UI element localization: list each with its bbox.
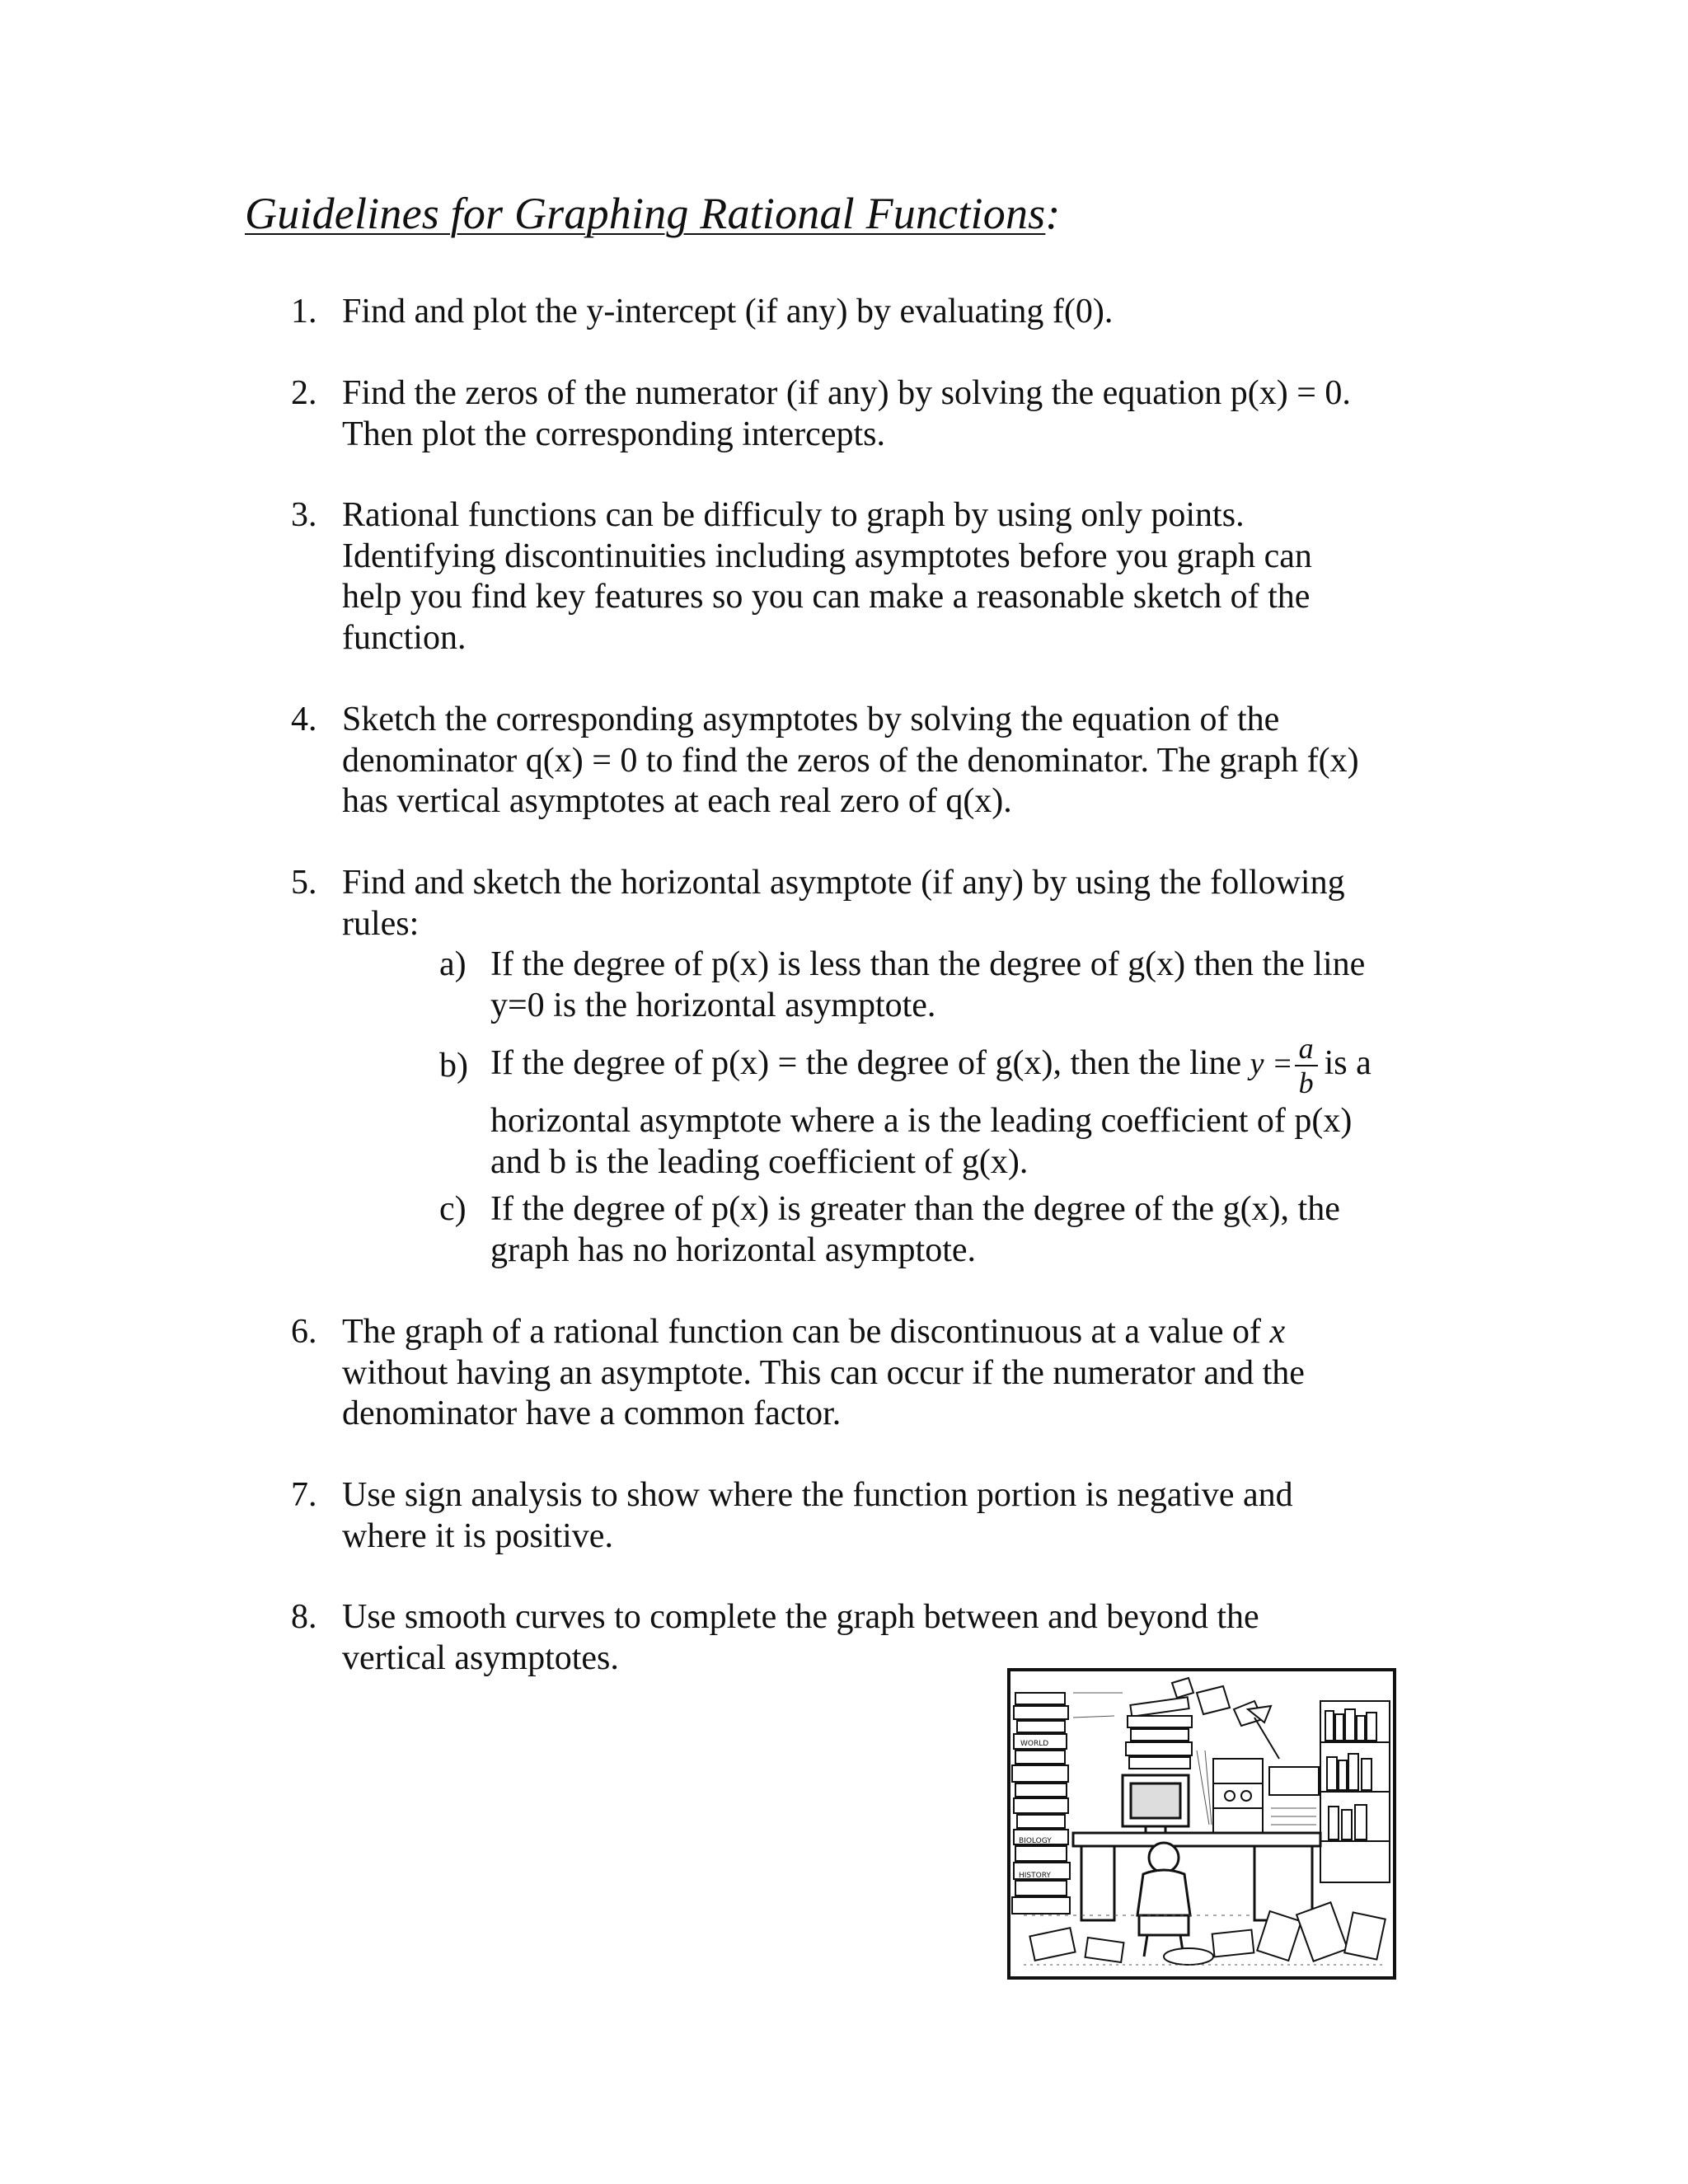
rule-text: and b is the leading coefficient of g(x). bbox=[490, 1142, 1029, 1181]
item-text: help you find key features so you can make a reasonable sketch of the bbox=[342, 578, 1311, 616]
item-text: Find the zeros of the numerator (if any) by solving the equation p(x) = 0. bbox=[342, 374, 1351, 412]
item-number: 7. bbox=[291, 1476, 317, 1514]
rule-text: graph has no horizontal asymptote. bbox=[490, 1230, 977, 1269]
item-text: Use sign analysis to show where the function portion is negative and bbox=[342, 1476, 1293, 1514]
rule-text: y=0 is the horizontal asymptote. bbox=[490, 986, 936, 1024]
item-text: without having an asymptote. This can occur if the numerator and the bbox=[342, 1353, 1305, 1392]
item-number: 4. bbox=[291, 701, 317, 738]
rule-text: horizontal asymptote where a is the leading coefficient of p(x) bbox=[490, 1102, 1353, 1140]
item-text: Find and sketch the horizontal asymptote (if any) by using the following bbox=[342, 864, 1345, 902]
item-text: Sketch the corresponding asymptotes by solving the equation of the bbox=[342, 701, 1280, 738]
variable-x: x bbox=[1269, 1313, 1286, 1351]
item-number: 1. bbox=[291, 293, 317, 330]
item-text: denominator q(x) = 0 to find the zeros of the denominator. The graph f(x) bbox=[342, 741, 1359, 780]
equation-y: y = bbox=[1250, 1047, 1293, 1081]
rule-label: a) bbox=[439, 945, 467, 983]
book-label: BIOLOGY bbox=[1019, 1837, 1052, 1845]
item-text: Rational functions can be difficuly to graph by using only points. bbox=[342, 496, 1245, 534]
rule-text: If the degree of p(x) = the degree of g(x), then the line bbox=[490, 1044, 1242, 1082]
page-title: Guidelines for Graphing Rational Functions: bbox=[245, 189, 1061, 238]
item-text: Identifying discontinuities including asymptotes before you graph can bbox=[342, 537, 1312, 575]
item-number: 5. bbox=[291, 864, 317, 902]
item-text: Find and plot the y-intercept (if any) by evaluating f(0). bbox=[342, 293, 1114, 330]
item-text: function. bbox=[342, 618, 467, 657]
item-text: has vertical asymptotes at each real zero of q(x). bbox=[342, 782, 1012, 820]
cluttered-desk-illustration-icon bbox=[1007, 1668, 1396, 1980]
rule-text: If the degree of p(x) is less than the degree of g(x) then the line bbox=[490, 945, 1366, 983]
book-label: WORLD bbox=[1020, 1740, 1049, 1748]
item-number: 2. bbox=[291, 374, 317, 412]
item-text: The graph of a rational function can be discontinuous at a value of bbox=[342, 1313, 1261, 1351]
rule-label: b) bbox=[439, 1047, 468, 1085]
item-number: 8. bbox=[291, 1598, 317, 1636]
item-text: where it is positive. bbox=[342, 1516, 613, 1555]
rule-text: is a bbox=[1324, 1044, 1372, 1082]
item-text: rules: bbox=[342, 904, 420, 943]
book-label: HISTORY bbox=[1019, 1872, 1051, 1880]
item-text-line bbox=[342, 1312, 1305, 1353]
item-text: Then plot the corresponding intercepts. bbox=[342, 415, 885, 453]
item-text: vertical asymptotes. bbox=[342, 1638, 619, 1677]
item-text: denominator have a common factor. bbox=[342, 1394, 842, 1432]
fraction-a-over-b: $\frac{a}{b}$ bbox=[1295, 1033, 1318, 1098]
rule-text: If the degree of p(x) is greater than the degree of the g(x), the bbox=[490, 1190, 1340, 1228]
rule-equation-line bbox=[490, 1026, 1372, 1101]
item-number: 6. bbox=[291, 1313, 317, 1351]
item-text: Use smooth curves to complete the graph between and beyond the bbox=[342, 1598, 1259, 1636]
rule-label: c) bbox=[439, 1190, 467, 1228]
item-number: 3. bbox=[291, 496, 317, 534]
